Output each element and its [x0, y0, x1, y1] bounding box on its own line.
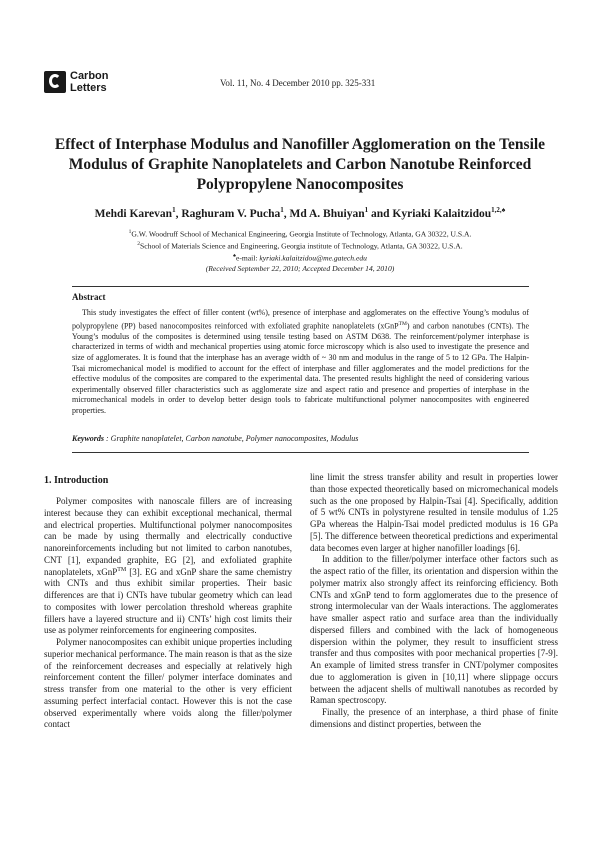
corresponding-email: ♠e-mail: kyriaki.kalaitzidou@me.gatech.edu — [233, 253, 367, 263]
paragraph: Polymer nanocomposites can exhibit unique properties including superior mechanical performance. The main reason is that as the size of the reinforcement decreases and especially at relatively high reinforcement content the filler/ polymer interface dominates and stress transfer from one material to the other is very efficient assuming perfect interfacial contact. However this is not the case observed experimentally where voids along the filler/polymer contact — [44, 637, 292, 730]
author: Raghuram V. Pucha — [181, 207, 281, 220]
journal-logo-text: Carbon Letters — [70, 70, 109, 94]
section-heading: 1. Introduction — [44, 475, 109, 486]
email-link[interactable]: kyriaki.kalaitzidou@me.gatech.edu — [259, 253, 367, 263]
author: Mehdi Karevan — [94, 207, 173, 220]
journal-info: Vol. 11, No. 4 December 2010 pp. 325-331 — [220, 78, 376, 88]
received-dates: (Received September 22, 2010; Accepted December 14, 2010) — [205, 264, 395, 273]
abstract-heading: Abstract — [72, 292, 106, 302]
divider — [72, 452, 529, 453]
affiliation-2: $^2$School of Materials Science and Engineering, Georgia institute of Technology, Atlanta, GA 30322, U.S.A. — [137, 241, 463, 251]
journal-logo-icon — [44, 71, 66, 93]
paragraph: line limit the stress transfer ability and result in properties lower than those expected theoretically based on micromechanical models such as the one proposed by Halpin-Tsai [4]. Specifically, addition of 5 wt% CNTs in polystyrene resulted in tensile modulus of 1.25 GPa whereas the Halpin-Tsai model predicted modulus is 16 GPa [5]. The difference between theoretical predictions and experimental data becomes even larger at higher nanofiller loadings [6]. — [310, 472, 558, 553]
author: Kyriaki Kalaitzidou — [392, 207, 492, 220]
abstract-text: This study investigates the effect of filler content (wt%), presence of interphase and agglomerates on the effective Young’s modulus of polypropylene (PP) based nanocomposites reinforced with exfoliated graphite nanoplatelets (xGnP™) and carbon nanotubes (CNTs). The Young’s modulus of the composites is determined using tensile testing based on ASTM D638. The reinforcement/polymer interphase is characterized in terms of width and mechanical properties using atomic force microscopy which is also used to investigate the presence and size of agglomerates. It is found that the interphase has an average width of ~ 30 nm and modulus in the range of 5 to 12 GPa. The Halpin-Tsai micromechanical model is modified to account for the effect of interphase and filler agglomerates and the model predictions for the effective modulus of the composites are compared to the experimental data. The presented results highlight the need of considering various experimentally observed filler characteristics such as agglomerate size and aspect ratio and presence and properties of interphase in the micromechanical models in order to develop better design tools to fabricate multifunctional polymer nanocomposites with engineered properties. — [72, 308, 529, 415]
paragraph: Polymer composites with nanoscale fillers are of increasing interest because they can exhibit exceptional mechanical, thermal and electrical properties. Multifunctional polymer nanocomposites can be made by using thermally and electrically conductive nanoreinforcements including but not limited to carbon nanotubes, CNT [1], expanded graphite, EG [2], and exfoliated graphite nanoplatelets, xGnP™ [3]. EG and xGnP share the same chemistry with CNTs and thus exhibit similar properties. Their basic differences are that i) CNTs have tubular geometry which can lead to composites with lower percolation threshold whereas graphite fillers have a layered structure and ii) CNTs’ high cost limits their use as polymer reinforcements for engineering composites. — [44, 496, 292, 636]
paragraph: In addition to the filler/polymer interface other factors such as the aspect ratio of the filler, its orientation and dispersion within the polymer matrix also strongly affect its reinforcing efficiency. Both CNTs and xGnP tend to form agglomerates due to the presence of strong intermolecular van der Waals interactions. The agglomerates have smaller aspect ratio and surface area than the individually dispersed fillers and combined with the lack of homogeneous dispersion within the polymer, they result to insufficient stress transfer and thus composites with poor mechanical properties [7-9]. An example of limited stress transfer in CNT/polymer composites due to agglomeration is given in [10,11] where slippage occurs between the adjacent shells of multiwall nanotubes as recorded by Raman spectroscopy. — [310, 554, 558, 706]
author: Md A. Bhuiyan — [289, 207, 365, 220]
author-list: Mehdi Karevan$^1$, Raghuram V. Pucha$^1$, Md A. Bhuiyan$^1$ and Kyriaki Kalaitzidou$^{1,2,♠}$ — [94, 206, 506, 220]
keywords: Keywords : Graphite nanoplatelet, Carbon nanotube, Polymer nanocomposites, Modulus — [72, 434, 359, 443]
paragraph: Finally, the presence of an interphase, a third phase of finite dimensions and distinct properties, between the — [310, 707, 558, 729]
left-column — [44, 496, 292, 731]
divider — [72, 286, 529, 287]
paper-title: Effect of Interphase Modulus and Nanofiller Agglomeration on the Tensile Modulus of Graphite Nanoplatelets and Carbon Nanotube Reinforced Polypropylene Nanocomposites — [54, 136, 546, 193]
affiliation-1: $^1$G.W. Woodruff School of Mechanical Engineering, Georgia Institute of Technology, Atlanta, GA 30322, U.S.A. — [128, 229, 472, 239]
right-column — [310, 472, 558, 731]
